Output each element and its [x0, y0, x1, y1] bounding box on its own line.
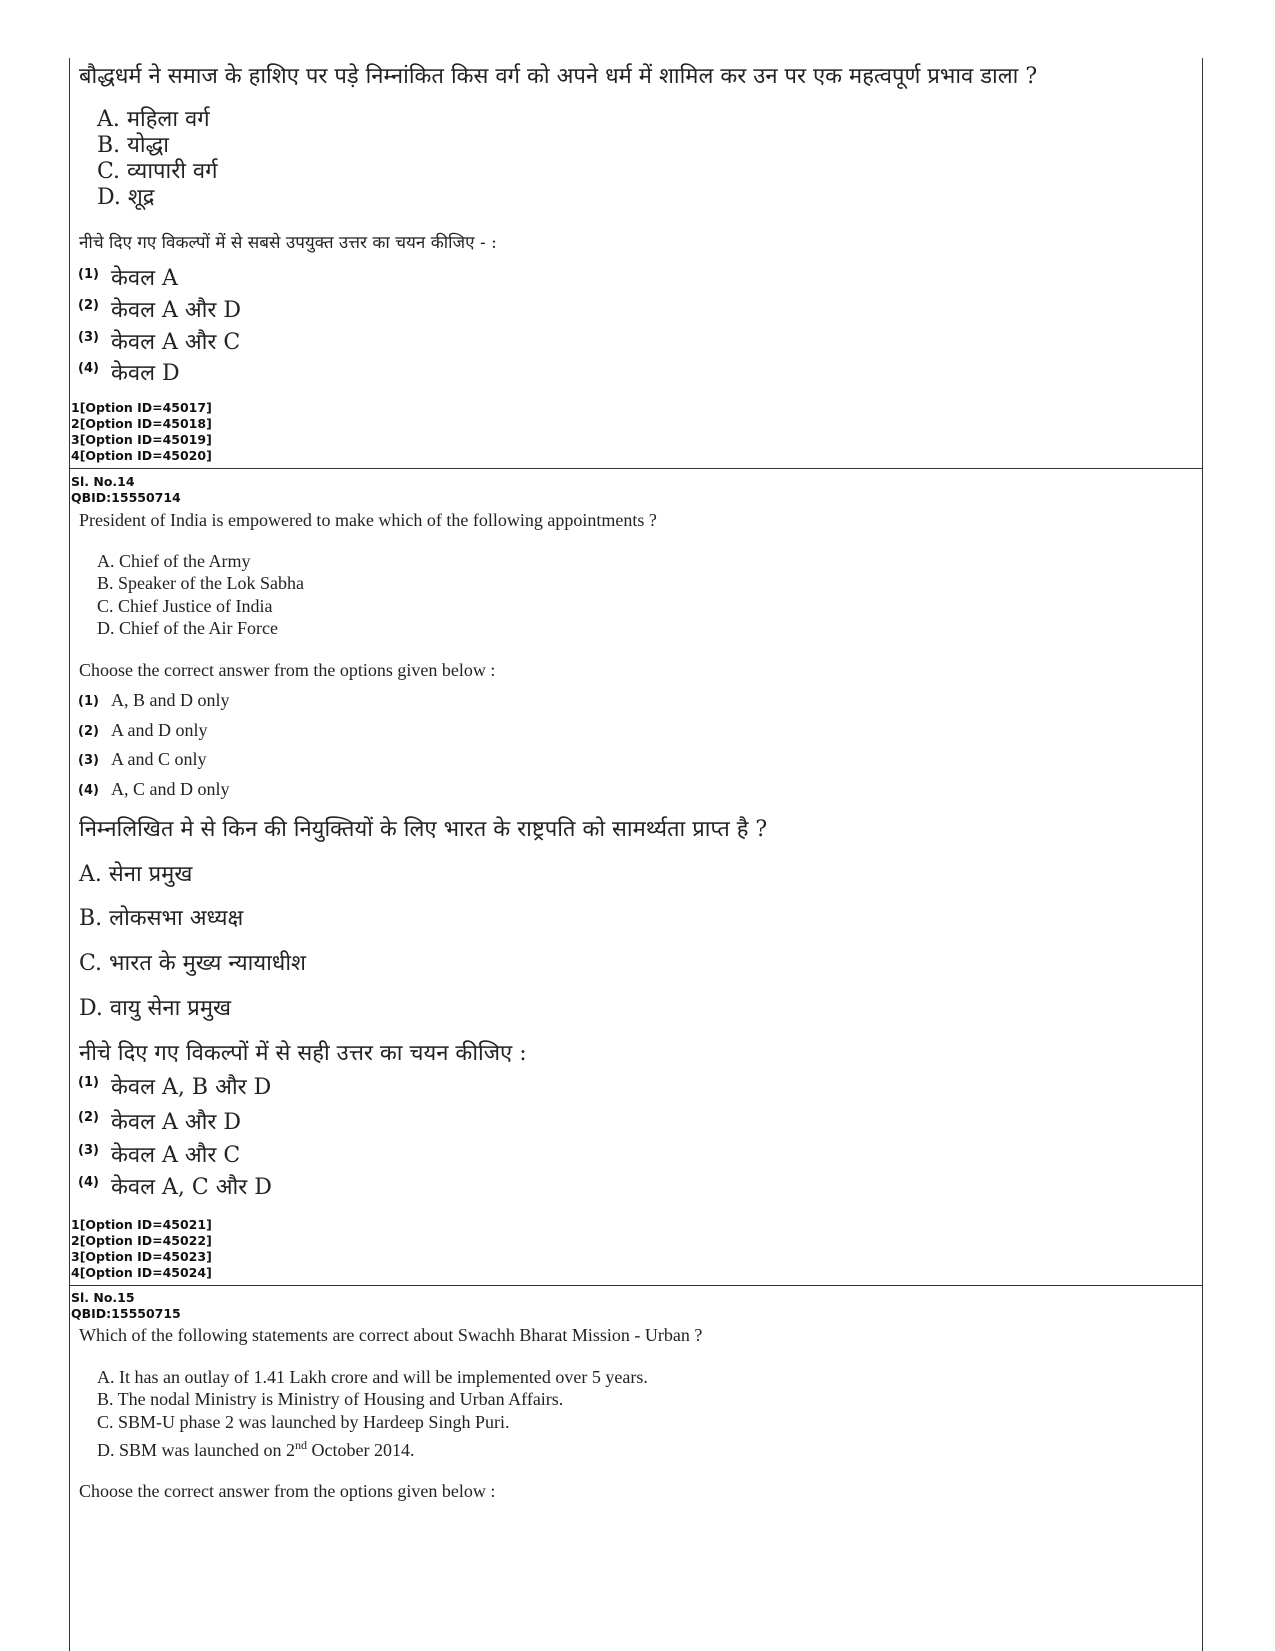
q14-item-a-hi: A. सेना प्रमुख: [79, 862, 193, 887]
option-id: 4[Option ID=45020]: [71, 448, 212, 463]
q15-question-en: Which of the following statements are correct about Swachh Bharat Mission - Urban ?: [79, 1325, 703, 1345]
option-number: (1): [78, 694, 99, 709]
q14-instruction-hi: नीचे दिए गए विकल्पों में से सही उत्तर का चयन कीजिए :: [79, 1041, 527, 1066]
q14-item-c-en: C. Chief Justice of India: [97, 596, 273, 616]
question-separator: [70, 1285, 1202, 1286]
option-number: (4): [78, 1175, 99, 1190]
option-text: A, B and D only: [111, 690, 230, 710]
option-text: केवल A और D: [111, 298, 242, 323]
q14-item-d-hi: D. वायु सेना प्रमुख: [79, 996, 231, 1021]
q13-instruction: नीचे दिए गए विकल्पों में से सबसे उपयुक्त उत्तर का चयन कीजिए - :: [79, 233, 497, 253]
option-text: A, C and D only: [111, 779, 230, 799]
option-id: 2[Option ID=45022]: [71, 1233, 212, 1248]
q14-item-d-en: D. Chief of the Air Force: [97, 618, 278, 638]
option-id: 2[Option ID=45018]: [71, 416, 212, 431]
q14-question-en: President of India is empowered to make which of the following appointments ?: [79, 510, 657, 530]
option-text: केवल A: [111, 266, 178, 291]
option-id: 3[Option ID=45019]: [71, 432, 212, 447]
q14-item-c-hi: C. भारत के मुख्य न्यायाधीश: [79, 951, 306, 976]
q13-item-c: C. व्यापारी वर्ग: [97, 159, 218, 184]
serial-number: Sl. No.15: [71, 1290, 135, 1305]
option-text: केवल D: [111, 361, 180, 386]
q14-item-b-en: B. Speaker of the Lok Sabha: [97, 573, 304, 593]
option-id: 1[Option ID=45017]: [71, 400, 212, 415]
q14-item-a-en: A. Chief of the Army: [97, 551, 251, 571]
option-text: केवल A और C: [111, 1143, 241, 1168]
option-number: (4): [78, 361, 99, 376]
option-number: (4): [78, 783, 99, 798]
q13-item-b: B. योद्धा: [97, 133, 169, 158]
option-text: केवल A, B और D: [111, 1075, 272, 1100]
q14-question-hi: निम्नलिखित मे से किन की नियुक्तियों के लिए भारत के राष्ट्रपति को सामर्थ्यता प्राप्त है ?: [79, 817, 768, 842]
option-text: केवल A, C और D: [111, 1175, 272, 1200]
qbid: QBID:15550715: [71, 1306, 181, 1321]
q14-instruction-en: Choose the correct answer from the options given below :: [79, 660, 496, 680]
option-number: (3): [78, 330, 99, 345]
q13-question: बौद्धधर्म ने समाज के हाशिए पर पड़े निम्नांकित किस वर्ग को अपने धर्म में शामिल कर उन पर एक महत्वपूर्ण प्रभाव डाला ?: [79, 64, 1038, 89]
qbid: QBID:15550714: [71, 490, 181, 505]
option-text: A and C only: [111, 749, 207, 769]
option-text: A and D only: [111, 720, 208, 740]
option-number: (2): [78, 724, 99, 739]
q15-item-b: B. The nodal Ministry is Ministry of Housing and Urban Affairs.: [97, 1389, 564, 1409]
option-number: (3): [78, 1143, 99, 1158]
option-number: (1): [78, 267, 99, 282]
option-id: 3[Option ID=45023]: [71, 1249, 212, 1264]
option-id: 1[Option ID=45021]: [71, 1217, 212, 1232]
serial-number: Sl. No.14: [71, 474, 135, 489]
option-text: केवल A और C: [111, 330, 241, 355]
question-separator: [70, 468, 1202, 469]
option-number: (2): [78, 1110, 99, 1125]
option-number: (3): [78, 753, 99, 768]
option-number: (2): [78, 298, 99, 313]
q13-item-a: A. महिला वर्ग: [97, 107, 210, 132]
option-id: 4[Option ID=45024]: [71, 1265, 212, 1280]
q14-item-b-hi: B. लोकसभा अध्यक्ष: [79, 906, 244, 931]
q15-item-d: D. SBM was launched on 2nd October 2014.: [97, 1438, 415, 1460]
option-number: (1): [78, 1075, 99, 1090]
q15-item-a: A. It has an outlay of 1.41 Lakh crore and will be implemented over 5 years.: [97, 1367, 648, 1387]
q15-item-c: C. SBM-U phase 2 was launched by Hardeep Singh Puri.: [97, 1412, 510, 1432]
option-text: केवल A और D: [111, 1110, 242, 1135]
q13-item-d: D. शूद्र: [97, 185, 155, 210]
q15-instruction-en: Choose the correct answer from the options given below :: [79, 1481, 496, 1501]
